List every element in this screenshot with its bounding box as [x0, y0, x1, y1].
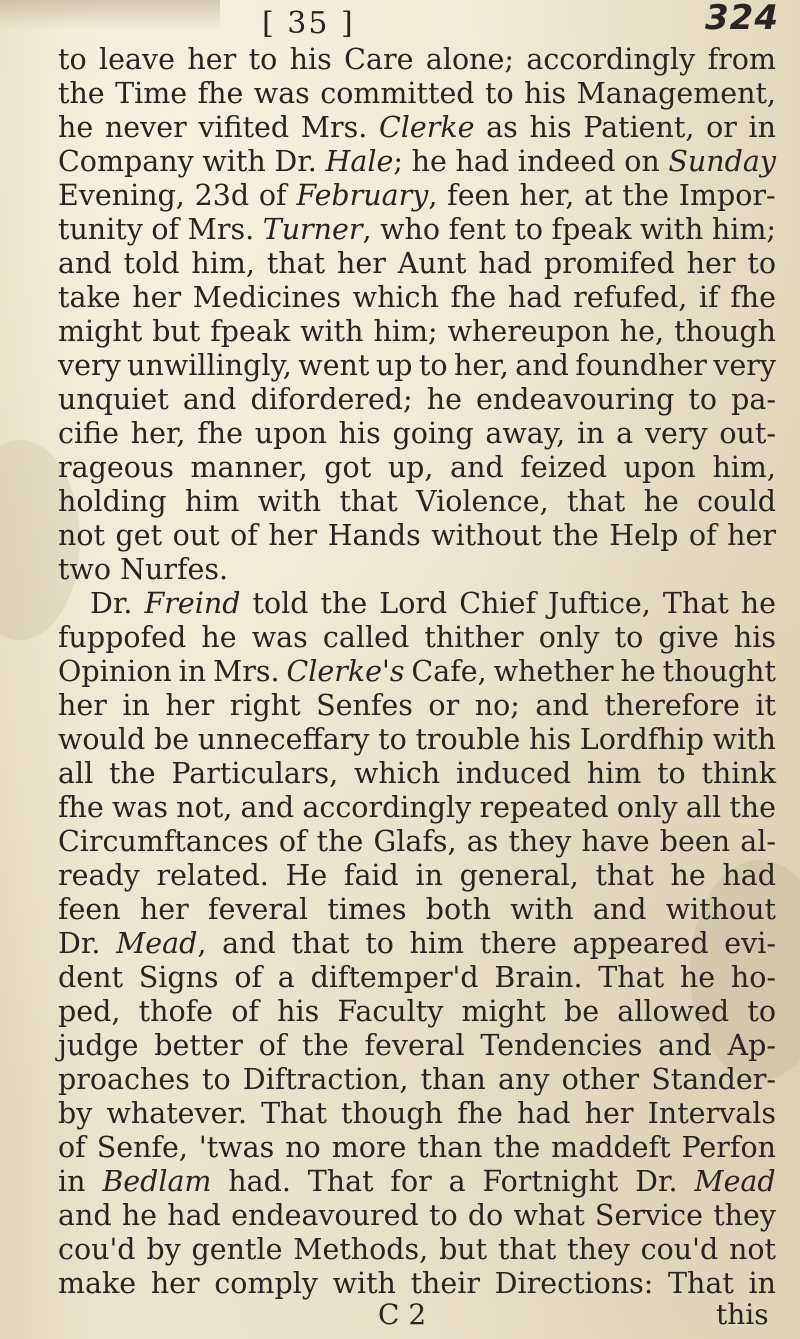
text-run: dent Signs of a diftemper'd Brain. That he ho- [58, 961, 776, 994]
text-run: , and that to him there appeared evi- [197, 927, 776, 960]
text-line [58, 791, 776, 825]
text-run: in [58, 1165, 103, 1198]
text-run: Evening, 23d of [58, 179, 297, 212]
text-line [58, 859, 776, 893]
text-line [58, 1063, 776, 1097]
text-run: ; he had indeed on [393, 145, 669, 178]
text-run: cifie her, fhe upon his going away, in a very out- [58, 417, 776, 450]
page-edge-shadow [0, 0, 220, 30]
text-run: holding him with that Violence, that he could [58, 485, 776, 518]
text-line [58, 383, 776, 417]
text-run: would be unneceffary to trouble his Lordfhip with [58, 723, 776, 756]
text-run: Cafe, whether he thought [404, 655, 776, 688]
text-run: told the Lord Chief Juftice, That he [240, 587, 776, 620]
text-run: two Nurfes. [58, 553, 229, 586]
italic-run: Clerke's [286, 655, 405, 688]
catchword: this [716, 1298, 769, 1331]
text-line [58, 1029, 776, 1063]
text-run: fhe was not, and accordingly repeated only all the [58, 791, 776, 824]
text-run: might but fpeak with him; whereupon he, though [58, 315, 776, 348]
text-run: cou'd by gentle Methods, but that they cou'd not [58, 1233, 776, 1266]
text-run: and he had endeavoured to do what Service they [58, 1199, 776, 1232]
text-run: ready related. He faid in general, that he had [58, 859, 776, 892]
text-line [58, 1131, 776, 1165]
text-line [58, 1097, 776, 1131]
italic-run: Mead [116, 927, 198, 960]
text-run: Opinion in Mrs. [58, 655, 287, 688]
italic-run: Sunday [668, 145, 776, 178]
text-line [58, 145, 776, 179]
italic-run: Mead [694, 1165, 776, 1198]
text-line [58, 825, 776, 859]
text-run: tunity of Mrs. [58, 213, 263, 246]
text-line [58, 247, 776, 281]
text-line [58, 1233, 776, 1267]
italic-run: Turner [262, 213, 363, 246]
text-run: judge better of the feveral Tendencies and Ap- [58, 1029, 776, 1062]
page-number: [ 35 ] [262, 6, 355, 41]
text-line [58, 349, 776, 383]
italic-run: Clerke [378, 111, 475, 144]
text-run: Circumftances of the Glafs, as they have been al- [58, 825, 776, 858]
text-line [58, 43, 776, 77]
italic-run: Freind [144, 587, 241, 620]
text-run: feen her feveral times both with and without [58, 893, 776, 926]
text-line [58, 961, 776, 995]
text-line [58, 995, 776, 1029]
text-line [58, 485, 776, 519]
text-line [58, 723, 776, 757]
text-run: all the Particulars, which induced him to think [58, 757, 776, 790]
text-line [58, 757, 776, 791]
text-run: Dr. [58, 927, 117, 960]
italic-run: Bedlam [102, 1165, 212, 1198]
text-run: fuppofed he was called thither only to give his [58, 621, 776, 654]
text-run: make her comply with their Directions: That in [58, 1267, 776, 1300]
text-run: rageous manner, got up, and feized upon him, [58, 451, 776, 484]
text-line [58, 417, 776, 451]
text-run: Dr. [90, 587, 145, 620]
text-line [58, 281, 776, 315]
text-run: unquiet and difordered; he endeavouring to pa- [58, 383, 776, 416]
text-line [90, 587, 776, 621]
text-run: take her Medicines which fhe had refufed, if fhe [58, 281, 776, 314]
text-line [58, 655, 776, 689]
text-line [58, 111, 776, 145]
text-run: Company with Dr. [58, 145, 326, 178]
text-run: , who fent to fpeak with him; [362, 213, 776, 246]
italic-run: Hale [325, 145, 394, 178]
text-line [58, 1199, 776, 1233]
signature-mark: C 2 [378, 1298, 427, 1331]
text-run: , feen her, at the Impor- [428, 179, 776, 212]
text-line [58, 77, 776, 111]
text-line [58, 451, 776, 485]
text-run: proaches to Diftraction, than any other Stander- [58, 1063, 776, 1096]
text-line [58, 213, 776, 247]
text-run: of Senfe, 'twas no more than the maddeft Perfon [58, 1131, 776, 1164]
text-line [58, 927, 776, 961]
folio-mark: 324 [705, 0, 779, 38]
text-line [58, 315, 776, 349]
text-run: to leave her to his Care alone; accordingly from [58, 43, 776, 76]
text-run: not get out of her Hands without the Help of her [58, 519, 776, 552]
text-line [58, 621, 776, 655]
text-line [58, 893, 776, 927]
italic-run: February [296, 179, 429, 212]
text-line [58, 553, 228, 587]
text-run: he never vifited Mrs. [58, 111, 379, 144]
text-line [58, 689, 776, 723]
text-line [58, 179, 776, 213]
text-run: as his Patient, or in [474, 111, 776, 144]
text-run: the Time fhe was committed to his Management, [58, 77, 776, 110]
text-run: and told him, that her Aunt had promifed her to [58, 247, 776, 280]
text-run: by whatever. That though fhe had her Intervals [58, 1097, 776, 1130]
text-run: had. That for a Fortnight Dr. [211, 1165, 695, 1198]
text-line [58, 1267, 776, 1301]
text-line [58, 1165, 776, 1199]
text-run: her in her right Senfes or no; and therefore it [58, 689, 776, 722]
text-run: ped, thofe of his Faculty might be allowed to [58, 995, 776, 1028]
text-line [58, 519, 776, 553]
text-run: very unwillingly, went up to her, and foundher very [58, 349, 776, 382]
